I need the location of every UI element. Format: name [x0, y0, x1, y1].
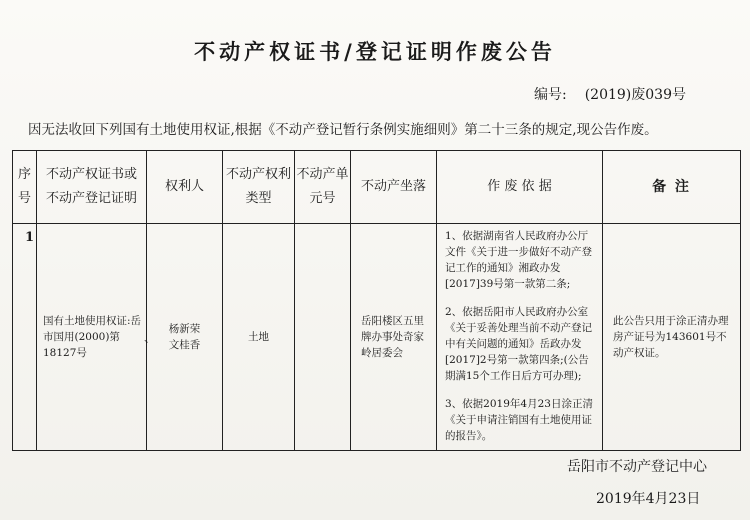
cell-cert — [37, 224, 156, 451]
header-cert — [37, 151, 147, 224]
table-row — [13, 224, 741, 451]
header-location: 不动产坐落 — [351, 151, 437, 224]
cell-remark: 此公告只用于涂正清办理房产证号为143601号不动产权证。 — [603, 224, 741, 451]
header-type-line1: 不动产权利 — [225, 167, 291, 182]
header-seq-line1: 序 — [17, 167, 31, 182]
cell-unit — [295, 224, 351, 451]
header-type-line2: 类型 — [245, 191, 272, 206]
issue-date: 2019年4月23日 — [596, 491, 701, 507]
announcement-table — [12, 150, 741, 451]
cell-owner — [147, 224, 223, 451]
issuing-authority: 岳阳市不动产登记中心 — [567, 459, 707, 475]
intro-paragraph: 因无法收回下列国有土地使用权证,根据《不动产登记暂行条例实施细则》第二十三条的规定,现公告作废。 — [28, 122, 658, 138]
header-basis: 作 废 依 据 — [437, 151, 603, 224]
owner-name-2: 文桂香 — [168, 339, 201, 351]
document-number-label: 编号: — [534, 87, 567, 103]
cell-basis — [437, 224, 603, 451]
cell-seq — [13, 224, 37, 451]
header-seq — [13, 151, 37, 224]
separator-mark: 、 — [143, 331, 156, 345]
basis-item-3: 3、依据2019年4月23日涂正清《关于申请注销国有土地使用证的报告》。 — [445, 398, 593, 442]
header-unit-line1: 不动产单 — [296, 167, 349, 182]
basis-item-1: 1、依据湖南省人民政府办公厅文件《关于进一步做好不动产登记工作的通知》湘政办发[2017]39号第一款第二条; — [445, 230, 592, 290]
header-cert-line1: 不动产权证书或 — [45, 167, 137, 182]
document-number — [534, 84, 686, 104]
basis-item-2: 2、依据岳阳市人民政府办公室《关于妥善处理当前不动产登记中有关问题的通知》岳政办发[2017]2号第一款第四条;(公告期满15个工作日后方可办理); — [445, 306, 592, 382]
cell-type: 土地 — [223, 224, 295, 451]
header-remark: 备 注 — [603, 151, 741, 224]
cell-location: 岳阳楼区五里牌办事处奇家岭居委会 — [351, 224, 437, 451]
page-title: 不动产权证书/登记证明作废公告 — [194, 39, 556, 64]
cert-number: 国有土地使用权证:岳市国用(2000)第18127号 — [43, 315, 142, 359]
table-header-row — [13, 151, 741, 224]
document-number-value: (2019)废039号 — [584, 87, 686, 103]
header-owner: 权利人 — [147, 151, 223, 224]
header-seq-line2: 号 — [17, 191, 31, 206]
row-number: 1 — [25, 230, 35, 245]
owner-name-1: 杨新荣 — [168, 323, 201, 335]
header-type — [223, 151, 295, 224]
header-unit-line2: 元号 — [309, 191, 336, 206]
header-cert-line2: 不动产登记证明 — [45, 191, 137, 206]
header-unit — [295, 151, 351, 224]
